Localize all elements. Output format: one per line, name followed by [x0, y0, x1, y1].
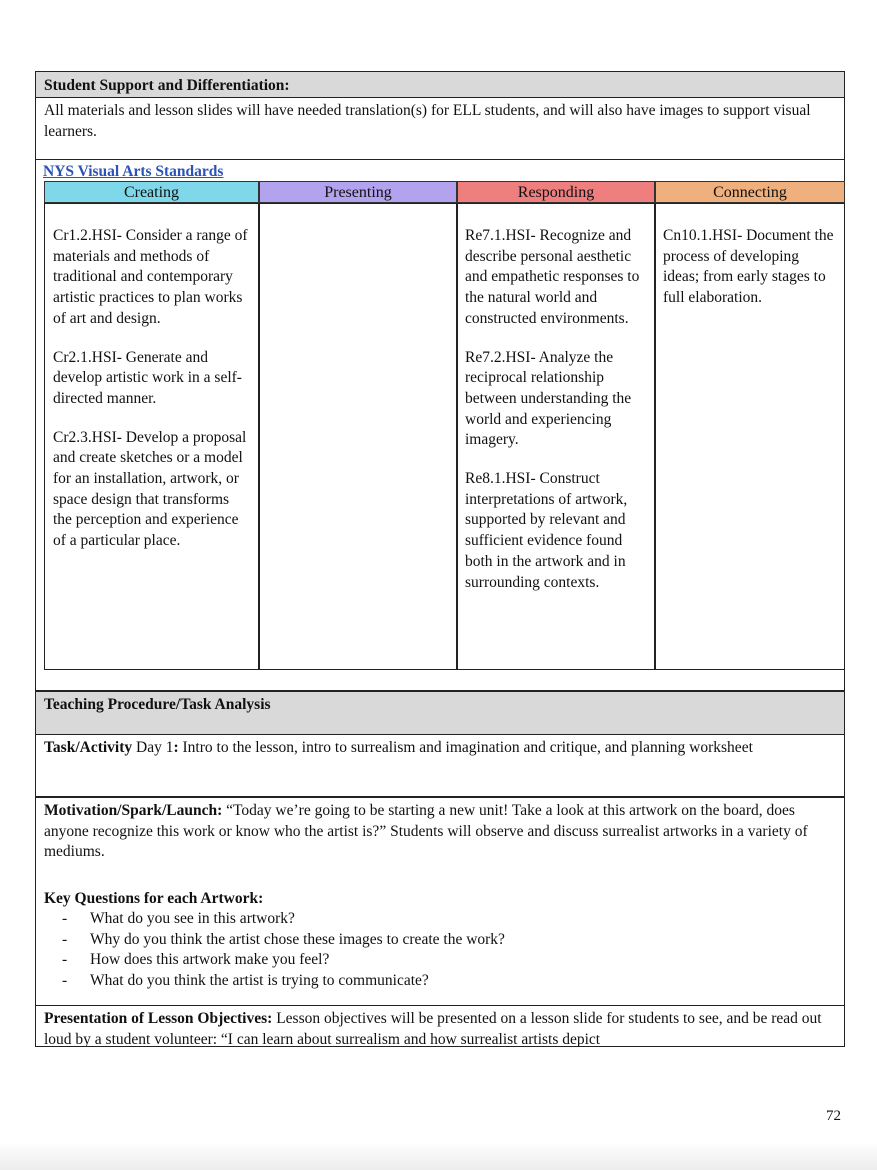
task-day: Day 1: [136, 739, 174, 756]
list-item: - Why do you think the artist chose these images to create the work?: [62, 930, 844, 951]
standards-column-connecting: [654, 203, 845, 670]
standard-item: Cn10.1.HSI- Document the process of developing ideas; from early stages to full elaboration.: [663, 227, 834, 307]
standards-column-responding: [456, 203, 656, 670]
page-edge-shadow: [0, 1142, 877, 1170]
list-item: - What do you see in this artwork?: [62, 909, 844, 930]
motivation-text: [36, 798, 844, 869]
standard-item: Re8.1.HSI- Construct interpretations of artwork, supported by relevant and sufficient evidence found both in the artwork and in surrounding contexts.: [465, 470, 628, 591]
procedure-title: Teaching Procedure/Task Analysis: [44, 696, 271, 713]
standard-item: Cr2.3.HSI- Develop a proposal and create sketches or a model for an installation, artwork, or space design that transforms the perception and experience of a particular place.: [53, 428, 247, 550]
key-questions-title: Key Questions for each Artwork:: [44, 889, 264, 907]
standards-heading-connecting: Connecting: [655, 181, 845, 203]
motivation-description: “Today we’re going to be starting a new unit! Take a look at this artwork on the board, does anyone recognize this work or know who the artist is?” Students will observe and discuss surrealist artworks in a variety of mediums.: [44, 802, 808, 860]
standard-item: Cr2.1.HSI- Generate and develop artistic work in a self-directed manner.: [53, 348, 242, 407]
support-body-cell: [35, 98, 845, 160]
task-text: [36, 735, 844, 765]
procedure-header: [35, 691, 845, 735]
list-item: - What do you think the artist is trying to communicate?: [62, 971, 844, 992]
task-cell: [35, 734, 845, 797]
objectives-label: Presentation of Lesson Objectives:: [44, 1010, 273, 1027]
support-body: All materials and lesson slides will have needed translation(s) for ELL students, and will also have images to support visual learners.: [44, 102, 811, 140]
support-header: [35, 71, 845, 98]
standard-item: Re7.1.HSI- Recognize and describe personal aesthetic and empathetic responses to the natural world and constructed environments.: [465, 227, 640, 327]
standard-item: Cr1.2.HSI- Consider a range of materials and methods of traditional and contemporary artistic practices to plan works of art and design.: [53, 227, 248, 327]
standards-column-presenting: [258, 203, 458, 670]
standards-heading-presenting: Presenting: [259, 181, 457, 203]
objectives-description: Lesson objectives will be presented on a lesson slide for students to see, and be read out loud by a student volunteer: “I can learn about surrealism and how surrealist artists depict: [44, 1010, 822, 1047]
task-description: Intro to the lesson, intro to surrealism and imagination and critique, and planning worksheet: [178, 739, 753, 756]
standards-column-creating: [44, 203, 260, 670]
key-questions-list: [36, 909, 844, 991]
motivation-label: Motivation/Spark/Launch:: [44, 802, 223, 819]
objectives-text: [36, 1006, 844, 1047]
motivation-cell: [35, 797, 845, 1006]
standards-heading-creating: Creating: [44, 181, 259, 203]
standards-heading-responding: Responding: [457, 181, 655, 203]
page-number: 72: [826, 1108, 841, 1124]
list-item: - How does this artwork make you feel?: [62, 950, 844, 971]
task-colon: :: [173, 739, 179, 756]
task-label: Task/Activity: [44, 739, 133, 756]
standard-item: Re7.2.HSI- Analyze the reciprocal relationship between understanding the world and experiencing imagery.: [465, 348, 632, 449]
support-title: Student Support and Differentiation:: [44, 77, 290, 94]
standards-link[interactable]: NYS Visual Arts Standards: [43, 163, 224, 180]
objectives-cell: [35, 1005, 845, 1047]
